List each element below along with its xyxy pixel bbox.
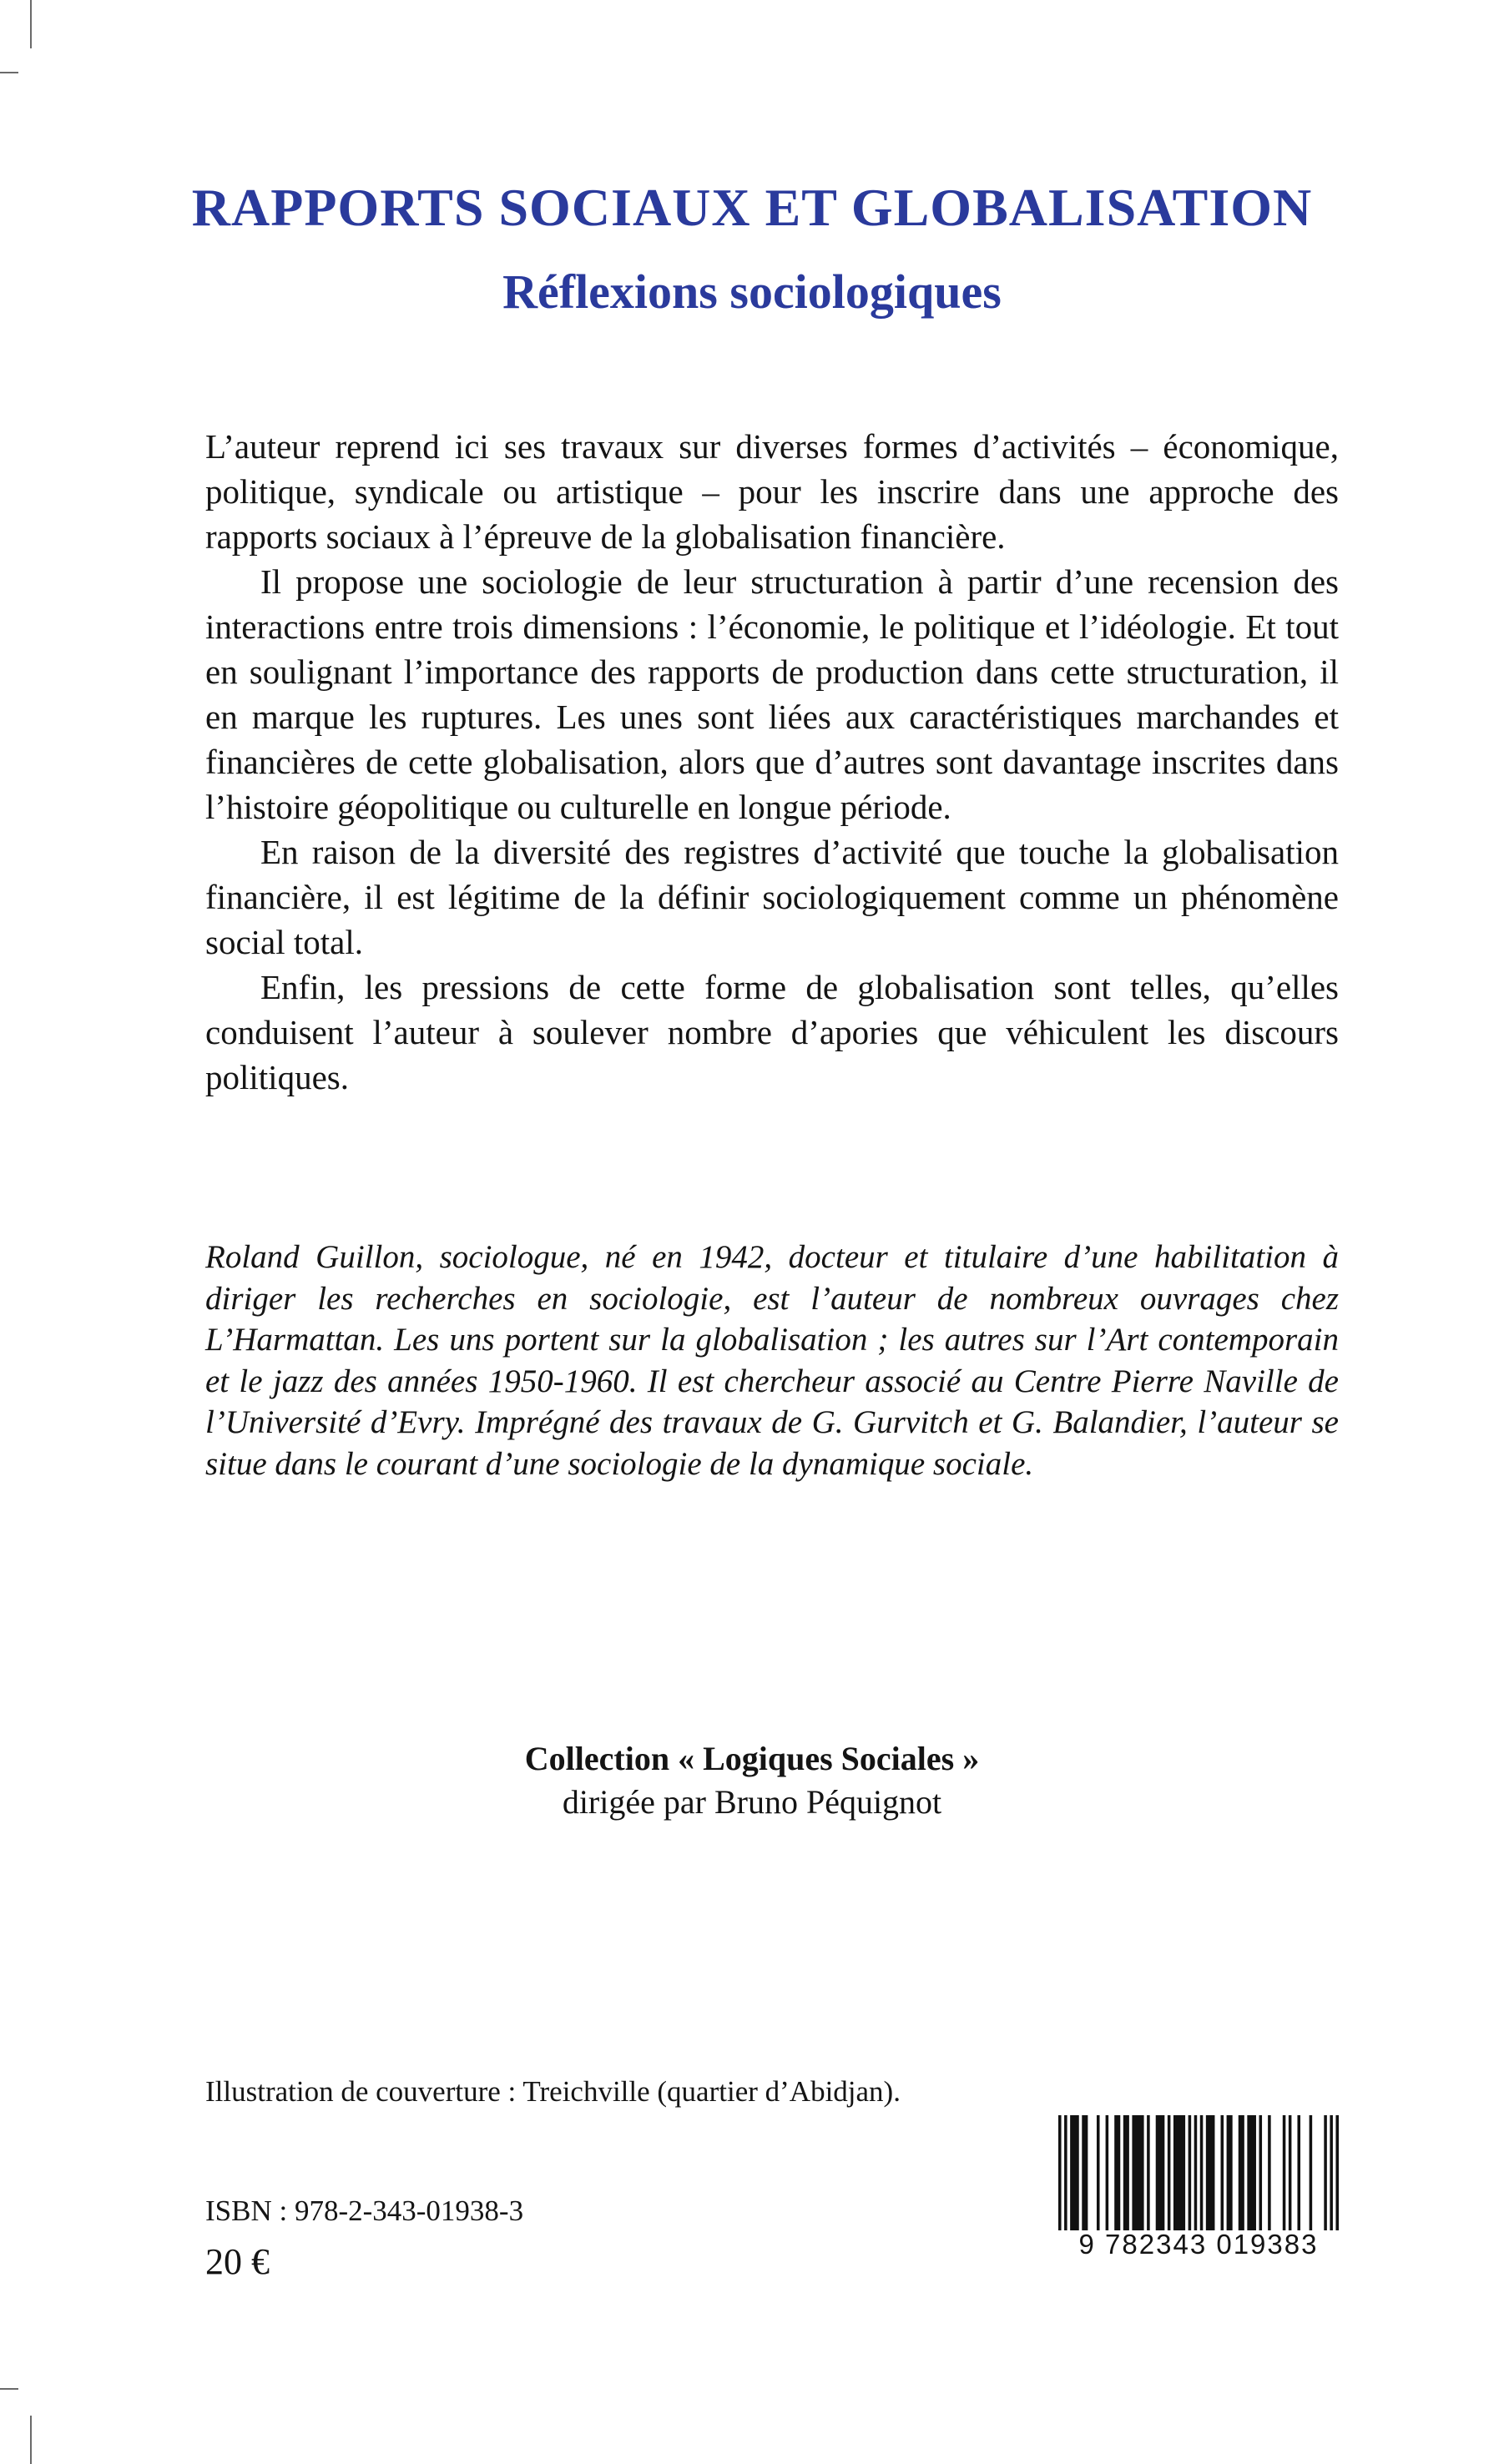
barcode-bar — [1123, 2115, 1129, 2230]
barcode-bar — [1200, 2115, 1204, 2230]
summary-paragraph: L’auteur reprend ici ses travaux sur diverses formes d’activités – économique, politique, syndicale ou artistique – pour les inscrire dans une approche des rapports sociaux à l’épreuve de la globalisation financière. — [205, 427, 1339, 556]
barcode — [1058, 2115, 1339, 2260]
barcode-bar — [1173, 2115, 1185, 2230]
barcode-bar — [1058, 2115, 1062, 2230]
collection-name: Collection « Logiques Sociales » — [524, 1740, 980, 1777]
barcode-bar — [1194, 2115, 1198, 2230]
price: 20 € — [205, 2241, 270, 2282]
barcode-bar — [1221, 2115, 1224, 2230]
book-subtitle: Réflexions sociologiques — [502, 265, 1002, 319]
barcode-bar — [1168, 2115, 1171, 2230]
barcode-bar — [1064, 2115, 1067, 2230]
barcode-bar — [1114, 2115, 1120, 2230]
barcode-bar — [1324, 2115, 1327, 2230]
collection-director: dirigée par Bruno Péquignot — [562, 1783, 942, 1821]
barcode-bar — [1297, 2115, 1300, 2230]
summary-paragraph: En raison de la diversité des registres d’activité que touche la globalisation financière, il est légitime de la définir sociologiquement comme un phénomène social total. — [205, 833, 1339, 961]
barcode-bar — [1289, 2115, 1292, 2230]
barcode-bar — [1283, 2115, 1286, 2230]
crop-mark-bottom-left-horizontal — [0, 2388, 18, 2390]
barcode-bar — [1247, 2115, 1256, 2230]
barcode-bar — [1227, 2115, 1233, 2230]
author-biography: Roland Guillon, sociologue, né en 1942, docteur et titulaire d’une habilitation à diriger les recherches en sociologie, est l’auteur de nombreux ouvrages chez L’Harmattan. Les uns portent sur la globalisation ; les autres sur l’Art contemporain et le jazz des années 1950-1960. Il est chercheur associé au Centre Pierre Naville de l’Université d’Evry. Imprégné des travaux de G. Gurvitch et G. Balandier, l’auteur se situe dans le courant d’une sociologie de la dynamique sociale. — [205, 1239, 1339, 1482]
barcode-bar — [1189, 2115, 1192, 2230]
barcode-bar — [1132, 2115, 1143, 2230]
barcode-bar — [1335, 2115, 1339, 2230]
barcode-digits: 9 782343 019383 — [1078, 2229, 1319, 2260]
barcode-bar — [1268, 2115, 1271, 2230]
barcode-bars — [1058, 2115, 1339, 2230]
collection-info — [0, 1737, 1504, 1824]
barcode-bar — [1106, 2115, 1109, 2230]
isbn: ISBN : 978-2-343-01938-3 — [205, 2194, 524, 2227]
crop-mark-top-left — [30, 0, 32, 48]
back-cover-summary — [205, 424, 1339, 1100]
barcode-bar — [1082, 2115, 1088, 2230]
barcode-bar — [1097, 2115, 1100, 2230]
barcode-bar — [1070, 2115, 1079, 2230]
barcode-bar — [1156, 2115, 1165, 2230]
barcode-bar — [1147, 2115, 1150, 2230]
barcode-bar — [1206, 2115, 1215, 2230]
crop-mark-bottom-left — [30, 2416, 32, 2464]
barcode-bar — [1330, 2115, 1333, 2230]
crop-mark-top-left-horizontal — [0, 72, 18, 73]
summary-paragraph: Il propose une sociologie de leur structuration à partir d’une recension des interactions entre trois dimensions : l’économie, le politique et l’idéologie. Et tout en soulignant l’importance des rapports de production dans cette structuration, il en marque les ruptures. Les unes sont liées aux caractéristiques marchandes et financières de cette globalisation, alors que d’autres sont davantage inscrites dans l’histoire géopolitique ou culturelle en longue période. — [205, 562, 1339, 826]
book-title: RAPPORTS SOCIAUX ET GLOBALISATION — [191, 178, 1313, 237]
illustration-credit: Illustration de couverture : Treichville (quartier d’Abidjan). — [205, 2075, 901, 2108]
barcode-bar — [1310, 2115, 1313, 2230]
barcode-bar — [1259, 2115, 1263, 2230]
summary-paragraph: Enfin, les pressions de cette forme de globalisation sont telles, qu’elles conduisent l’auteur à soulever nombre d’apories que véhiculent les discours politiques. — [205, 968, 1339, 1096]
barcode-bar — [1239, 2115, 1244, 2230]
